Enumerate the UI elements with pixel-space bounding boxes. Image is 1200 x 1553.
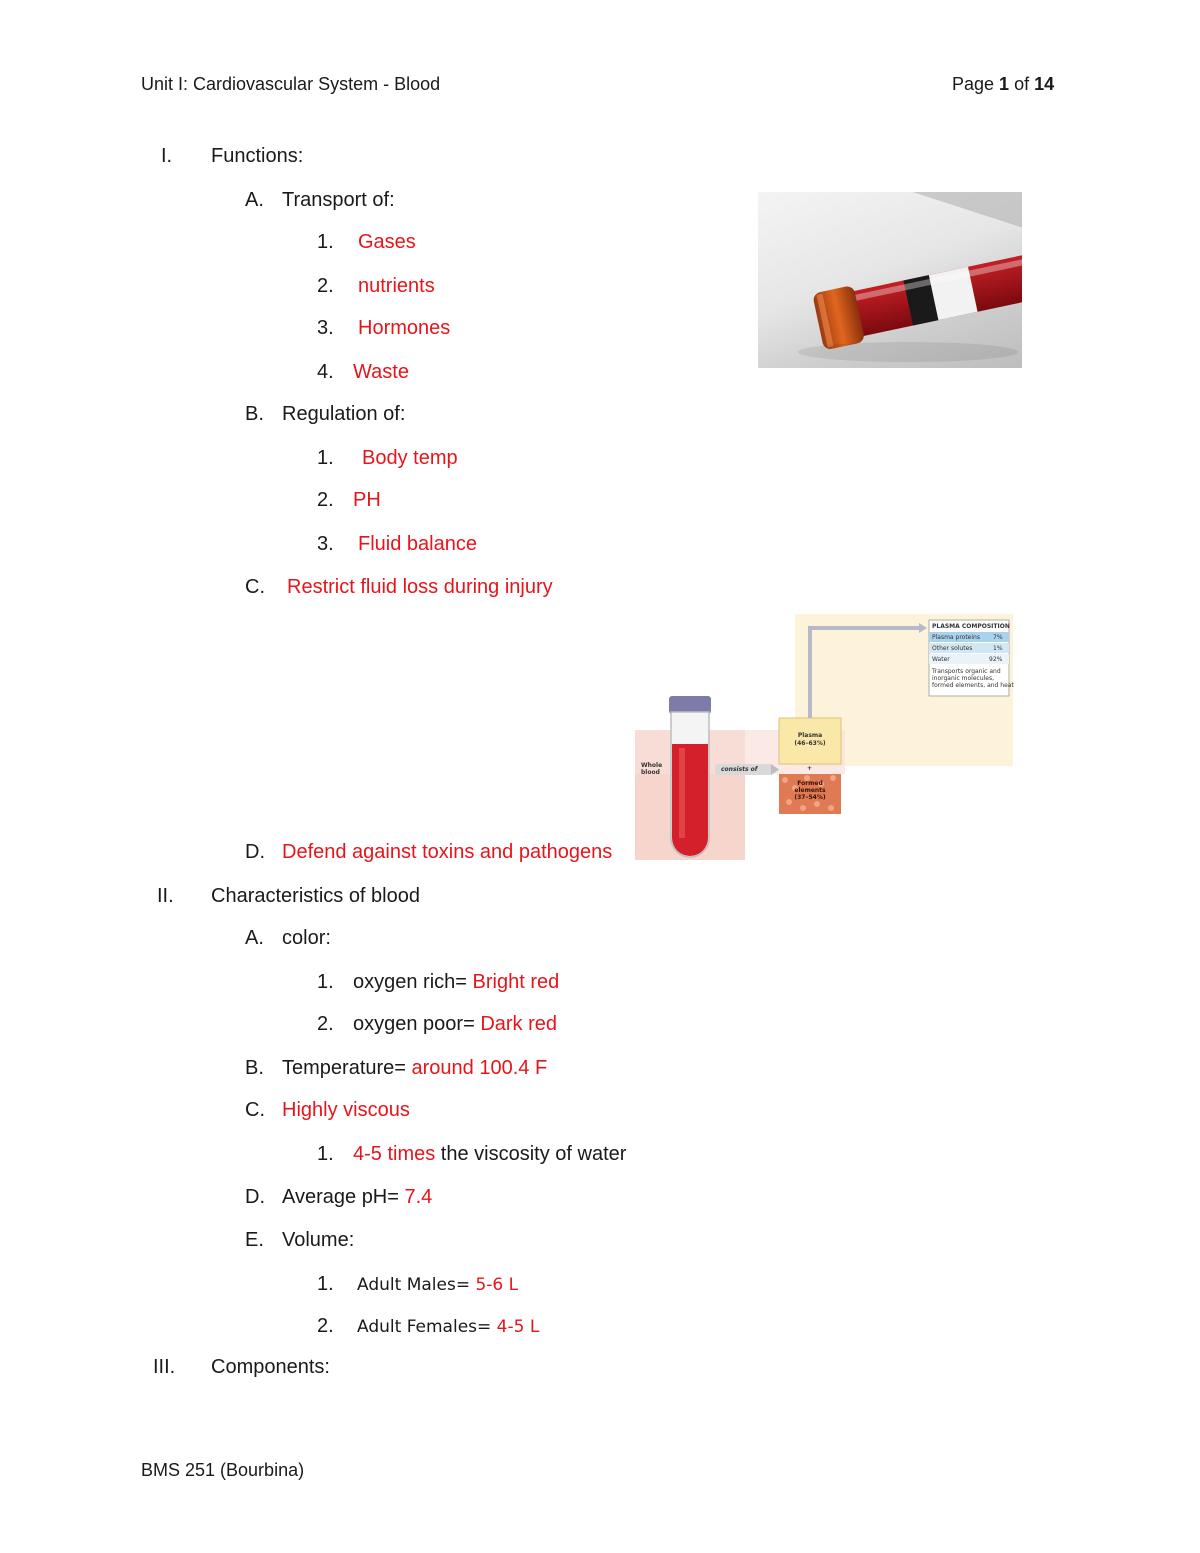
- row-label: Plasma proteins: [932, 634, 980, 641]
- item-letter: B.: [245, 1057, 264, 1079]
- item-letter: C.: [245, 576, 265, 598]
- list-number: 3.: [317, 317, 334, 339]
- list-item: PH: [353, 489, 381, 511]
- list-item: [353, 1143, 626, 1166]
- item-letter: A.: [245, 927, 264, 949]
- item-label: Temperature=: [282, 1057, 412, 1079]
- item-label: Adult Females=: [357, 1317, 497, 1337]
- formed-line: (37–54%): [794, 794, 826, 801]
- plasma-label: [783, 732, 837, 748]
- defend-text: Defend against toxins and pathogens: [282, 841, 613, 863]
- volume-heading: Volume:: [282, 1229, 355, 1251]
- list-item: Body temp: [362, 447, 458, 469]
- composition-note: [932, 668, 1014, 689]
- row-label: Other solutes: [932, 645, 973, 652]
- list-number: 2.: [317, 1013, 334, 1035]
- page-current: 1: [999, 74, 1010, 94]
- item-value: 5-6 L: [475, 1275, 519, 1295]
- list-number: 1.: [317, 447, 334, 469]
- whole-blood-line: blood: [641, 769, 660, 776]
- item-value: Bright red: [472, 971, 560, 993]
- note-line: inorganic molecules,: [932, 675, 995, 682]
- section-1-title: Functions:: [211, 145, 304, 167]
- transport-heading: Transport of:: [282, 189, 395, 211]
- list-number: 2.: [317, 275, 334, 297]
- item-label: oxygen poor=: [353, 1013, 481, 1035]
- item-letter: D.: [245, 841, 265, 863]
- list-number: 3.: [317, 533, 334, 555]
- item-letter: D.: [245, 1186, 265, 1208]
- consists-of-label: consists of: [721, 766, 758, 773]
- ph-line: [282, 1186, 432, 1209]
- blood-tube-illustration: [758, 192, 1022, 368]
- whole-blood-line: Whole: [641, 762, 663, 769]
- list-item: Gases: [358, 231, 416, 253]
- item-value: 7.4: [404, 1186, 433, 1208]
- row-pct: 92%: [989, 656, 1003, 663]
- item-letter: A.: [245, 189, 264, 211]
- list-item: Hormones: [358, 317, 451, 339]
- list-item: [353, 1013, 557, 1036]
- section-2-number: II.: [157, 885, 174, 907]
- list-number: 4.: [317, 361, 334, 383]
- item-letter: B.: [245, 403, 264, 425]
- page-number: [952, 74, 1054, 95]
- item-rest: the viscosity of water: [435, 1143, 627, 1165]
- page-total: 14: [1034, 74, 1055, 94]
- list-number: 2.: [317, 489, 334, 511]
- list-item: nutrients: [358, 275, 435, 297]
- list-item: [357, 1317, 539, 1337]
- list-item: Waste: [353, 361, 409, 383]
- formed-line: elements: [794, 787, 826, 794]
- restrict-fluid-text: Restrict fluid loss during injury: [287, 576, 553, 598]
- item-label: Adult Males=: [357, 1275, 476, 1295]
- formed-line: Formed: [797, 780, 823, 787]
- item-letter: E.: [245, 1229, 264, 1251]
- list-number: 1.: [317, 1273, 334, 1295]
- blood-composition-diagram: [635, 612, 1015, 862]
- page-footer: BMS 251 (Bourbina): [141, 1460, 305, 1480]
- row-pct: 1%: [993, 645, 1003, 652]
- list-number: 1.: [317, 1143, 334, 1165]
- list-item: [353, 971, 559, 994]
- item-value: around 100.4 F: [411, 1057, 548, 1079]
- blood-tube-photo: [758, 192, 1022, 368]
- page-of: of: [1009, 74, 1035, 94]
- list-number: 2.: [317, 1315, 334, 1337]
- section-3-number: III.: [153, 1356, 176, 1378]
- item-label: Average pH=: [282, 1186, 405, 1208]
- temperature-line: [282, 1057, 547, 1080]
- list-item: Fluid balance: [358, 533, 477, 555]
- item-letter: C.: [245, 1099, 265, 1121]
- item-value: 4-5 L: [496, 1317, 540, 1337]
- list-number: 1.: [317, 971, 334, 993]
- item-value: 4-5 times: [353, 1143, 436, 1165]
- item-label: oxygen rich=: [353, 971, 473, 993]
- plasma-line: Plasma: [797, 732, 823, 739]
- tube-blood: [672, 744, 708, 856]
- section-1-number: I.: [161, 145, 173, 167]
- row-label: Water: [932, 656, 950, 663]
- composition-title: PLASMA COMPOSITION: [932, 623, 1010, 630]
- color-heading: color:: [282, 927, 331, 949]
- plasma-line: (46–63%): [794, 740, 826, 747]
- list-item: [357, 1275, 518, 1295]
- row-pct: 7%: [993, 634, 1003, 641]
- whole-blood-label: [641, 762, 662, 776]
- page-prefix: Page: [952, 74, 1000, 94]
- note-line: formed elements, and heat: [932, 682, 1014, 689]
- list-number: 1.: [317, 231, 334, 253]
- section-3-title: Components:: [211, 1356, 330, 1378]
- tube-highlight: [679, 748, 685, 838]
- section-2-title: Characteristics of blood: [211, 885, 420, 907]
- plus-sign: +: [807, 765, 813, 772]
- formed-elements-label: [783, 780, 837, 801]
- viscous-heading: Highly viscous: [282, 1099, 410, 1121]
- note-line: Transports organic and: [932, 668, 1001, 675]
- page-header-title: Unit I: Cardiovascular System - Blood: [141, 74, 441, 94]
- item-value: Dark red: [480, 1013, 558, 1035]
- regulation-heading: Regulation of:: [282, 403, 406, 425]
